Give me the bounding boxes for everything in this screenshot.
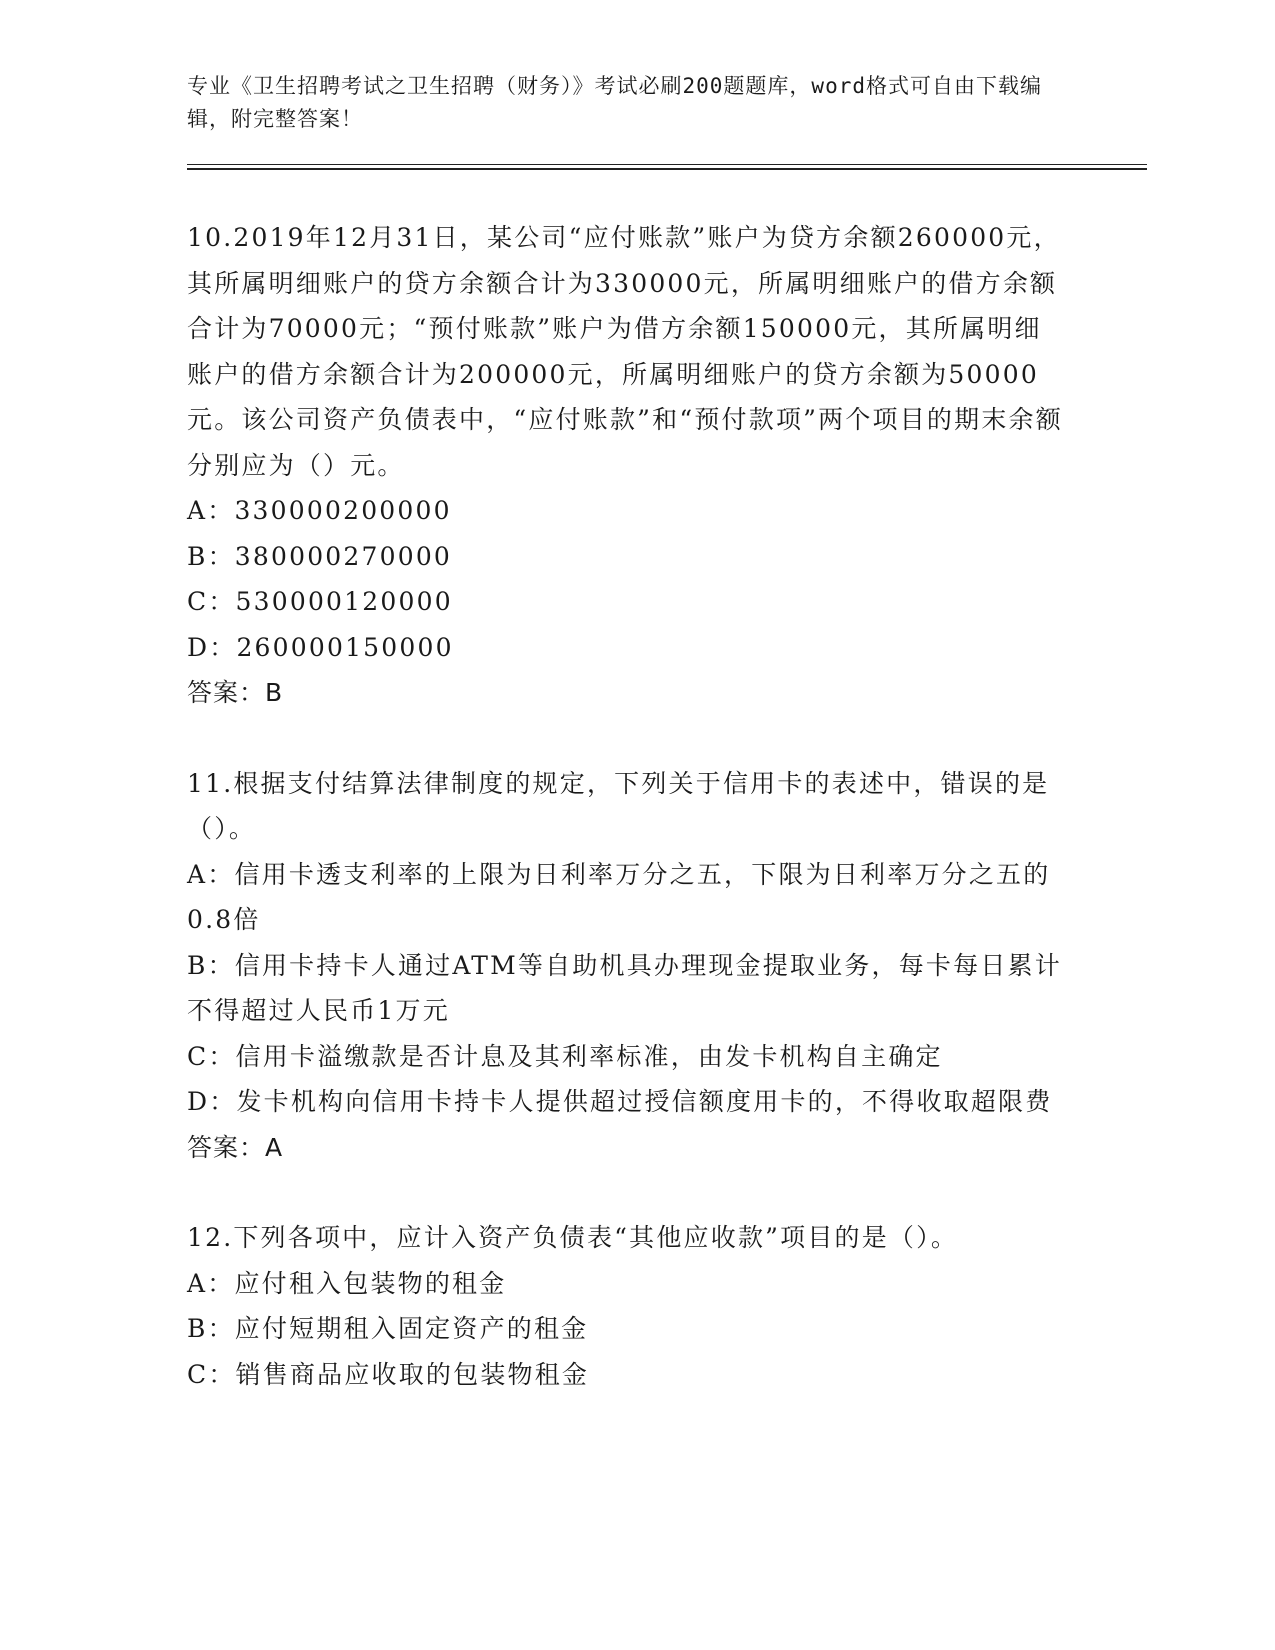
document-page bbox=[187, 70, 1147, 1397]
question-stem: 11.根据支付结算法律制度的规定，下列关于信用卡的表述中，错误的是（）。 bbox=[187, 768, 1050, 843]
option-a: A：信用卡透支利率的上限为日利率万分之五，下限为日利率万分之五的0.8倍 bbox=[187, 859, 1051, 934]
option-c: C：530000120000 bbox=[187, 587, 453, 616]
question-stem: 12.下列各项中，应计入资产负债表“其他应收款”项目的是（）。 bbox=[187, 1223, 959, 1252]
question-stem: 10.2019年12月31日，某公司“应付账款”账户为贷方余额260000元，其所属明细账户的贷方余额合计为330000元，所属明细账户的借方余额合计为70000元；“预付账款”账户为借方余额150000元，其所属明细账户的借方余额合计为200000元，所属明细账户的贷方余额为50000元。该公司资产负债表中，“应付账款”和“预付款项”两个项目的期末余额分别应为（）元。 bbox=[187, 223, 1063, 480]
option-b: B：信用卡持卡人通过ATM等自助机具办理现金提取业务，每卡每日累计不得超过人民币1万元 bbox=[187, 950, 1062, 1025]
option-c: C：信用卡溢缴款是否计息及其利率标准，由发卡机构自主确定 bbox=[187, 1041, 943, 1071]
option-b: B：380000270000 bbox=[187, 541, 453, 571]
option-a: A：330000200000 bbox=[187, 496, 452, 525]
header-divider bbox=[187, 164, 1147, 170]
option-d: D：发卡机构向信用卡持卡人提供超过授信额度用卡的，不得收取超限费 bbox=[187, 1087, 1053, 1116]
document-header: 专业《卫生招聘考试之卫生招聘（财务）》考试必刷200题题库，word格式可自由下载编辑，附完整答案！ bbox=[187, 74, 1042, 131]
option-d: D：260000150000 bbox=[187, 632, 454, 662]
question-11 bbox=[187, 761, 1067, 1171]
option-c: C：销售商品应收取的包装物租金 bbox=[187, 1359, 590, 1389]
option-b: B：应付短期租入固定资产的租金 bbox=[187, 1314, 589, 1343]
answer-label: 答案：B bbox=[187, 678, 284, 707]
option-a: A：应付租入包装物的租金 bbox=[187, 1268, 507, 1298]
question-12 bbox=[187, 1215, 1067, 1397]
answer-label: 答案：A bbox=[187, 1132, 284, 1162]
question-10 bbox=[187, 215, 1067, 716]
